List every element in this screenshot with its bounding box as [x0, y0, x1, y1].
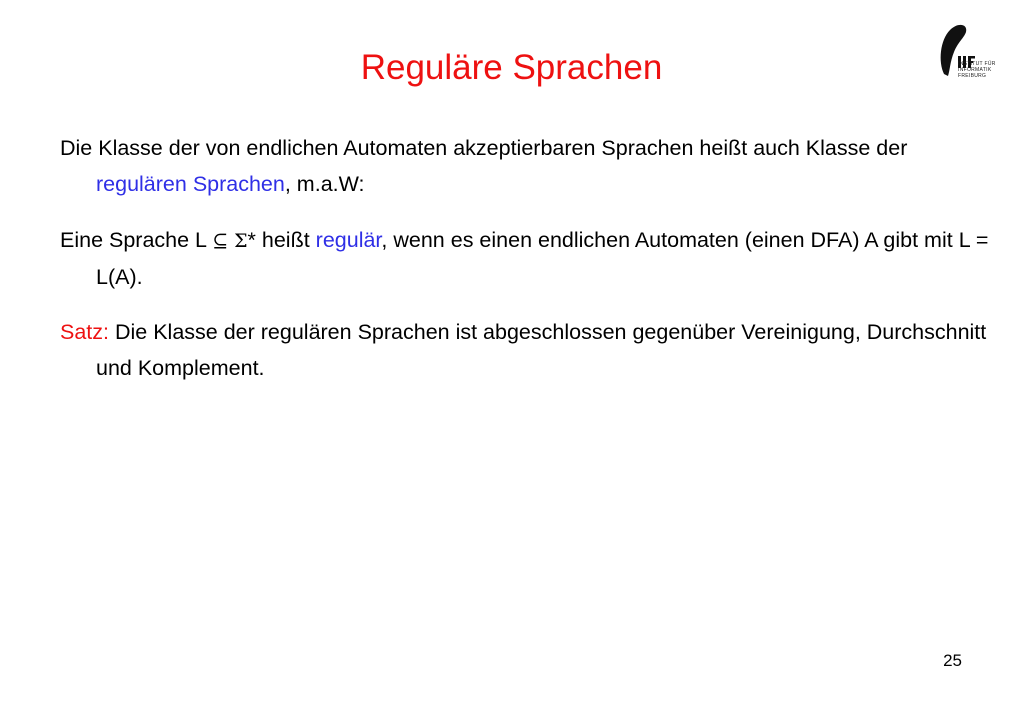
paragraph-definition-class	[60, 130, 996, 202]
sigma-symbol: Σ	[234, 230, 248, 252]
theorem-label: Satz:	[60, 320, 109, 344]
subset-symbol: ⊆	[212, 230, 229, 252]
p2-highlight-term: regulär	[315, 228, 382, 252]
p2-star-text: * heißt	[247, 228, 316, 252]
page-number: 25	[943, 651, 962, 670]
p1-text-after: , m.a.W:	[284, 172, 365, 196]
logo-text-line1: INSTITUT FÜR	[958, 61, 996, 67]
slide-title: Reguläre Sprachen	[360, 48, 663, 87]
theorem-text: Die Klasse der regulären Sprachen ist abgeschlossen gegenüber Vereinigung, Durchschnitt und Komplement.	[96, 320, 987, 380]
p2-text-before: Eine Sprache L	[60, 228, 213, 252]
p2-text-after: , wenn es einen endlichen Automaten (einen DFA) A gibt mit L = L(A).	[96, 228, 989, 289]
p1-text-before: Die Klasse der von endlichen Automaten akzeptierbaren Sprachen heißt auch Klasse der	[60, 136, 908, 160]
logo-text-line2: INFORMATIK	[958, 67, 992, 73]
paragraph-definition-regular	[60, 222, 996, 295]
p1-highlight-term: regulären Sprachen	[96, 172, 285, 196]
logo-text-line3: FREIBURG	[958, 73, 987, 79]
paragraph-theorem	[60, 314, 996, 386]
